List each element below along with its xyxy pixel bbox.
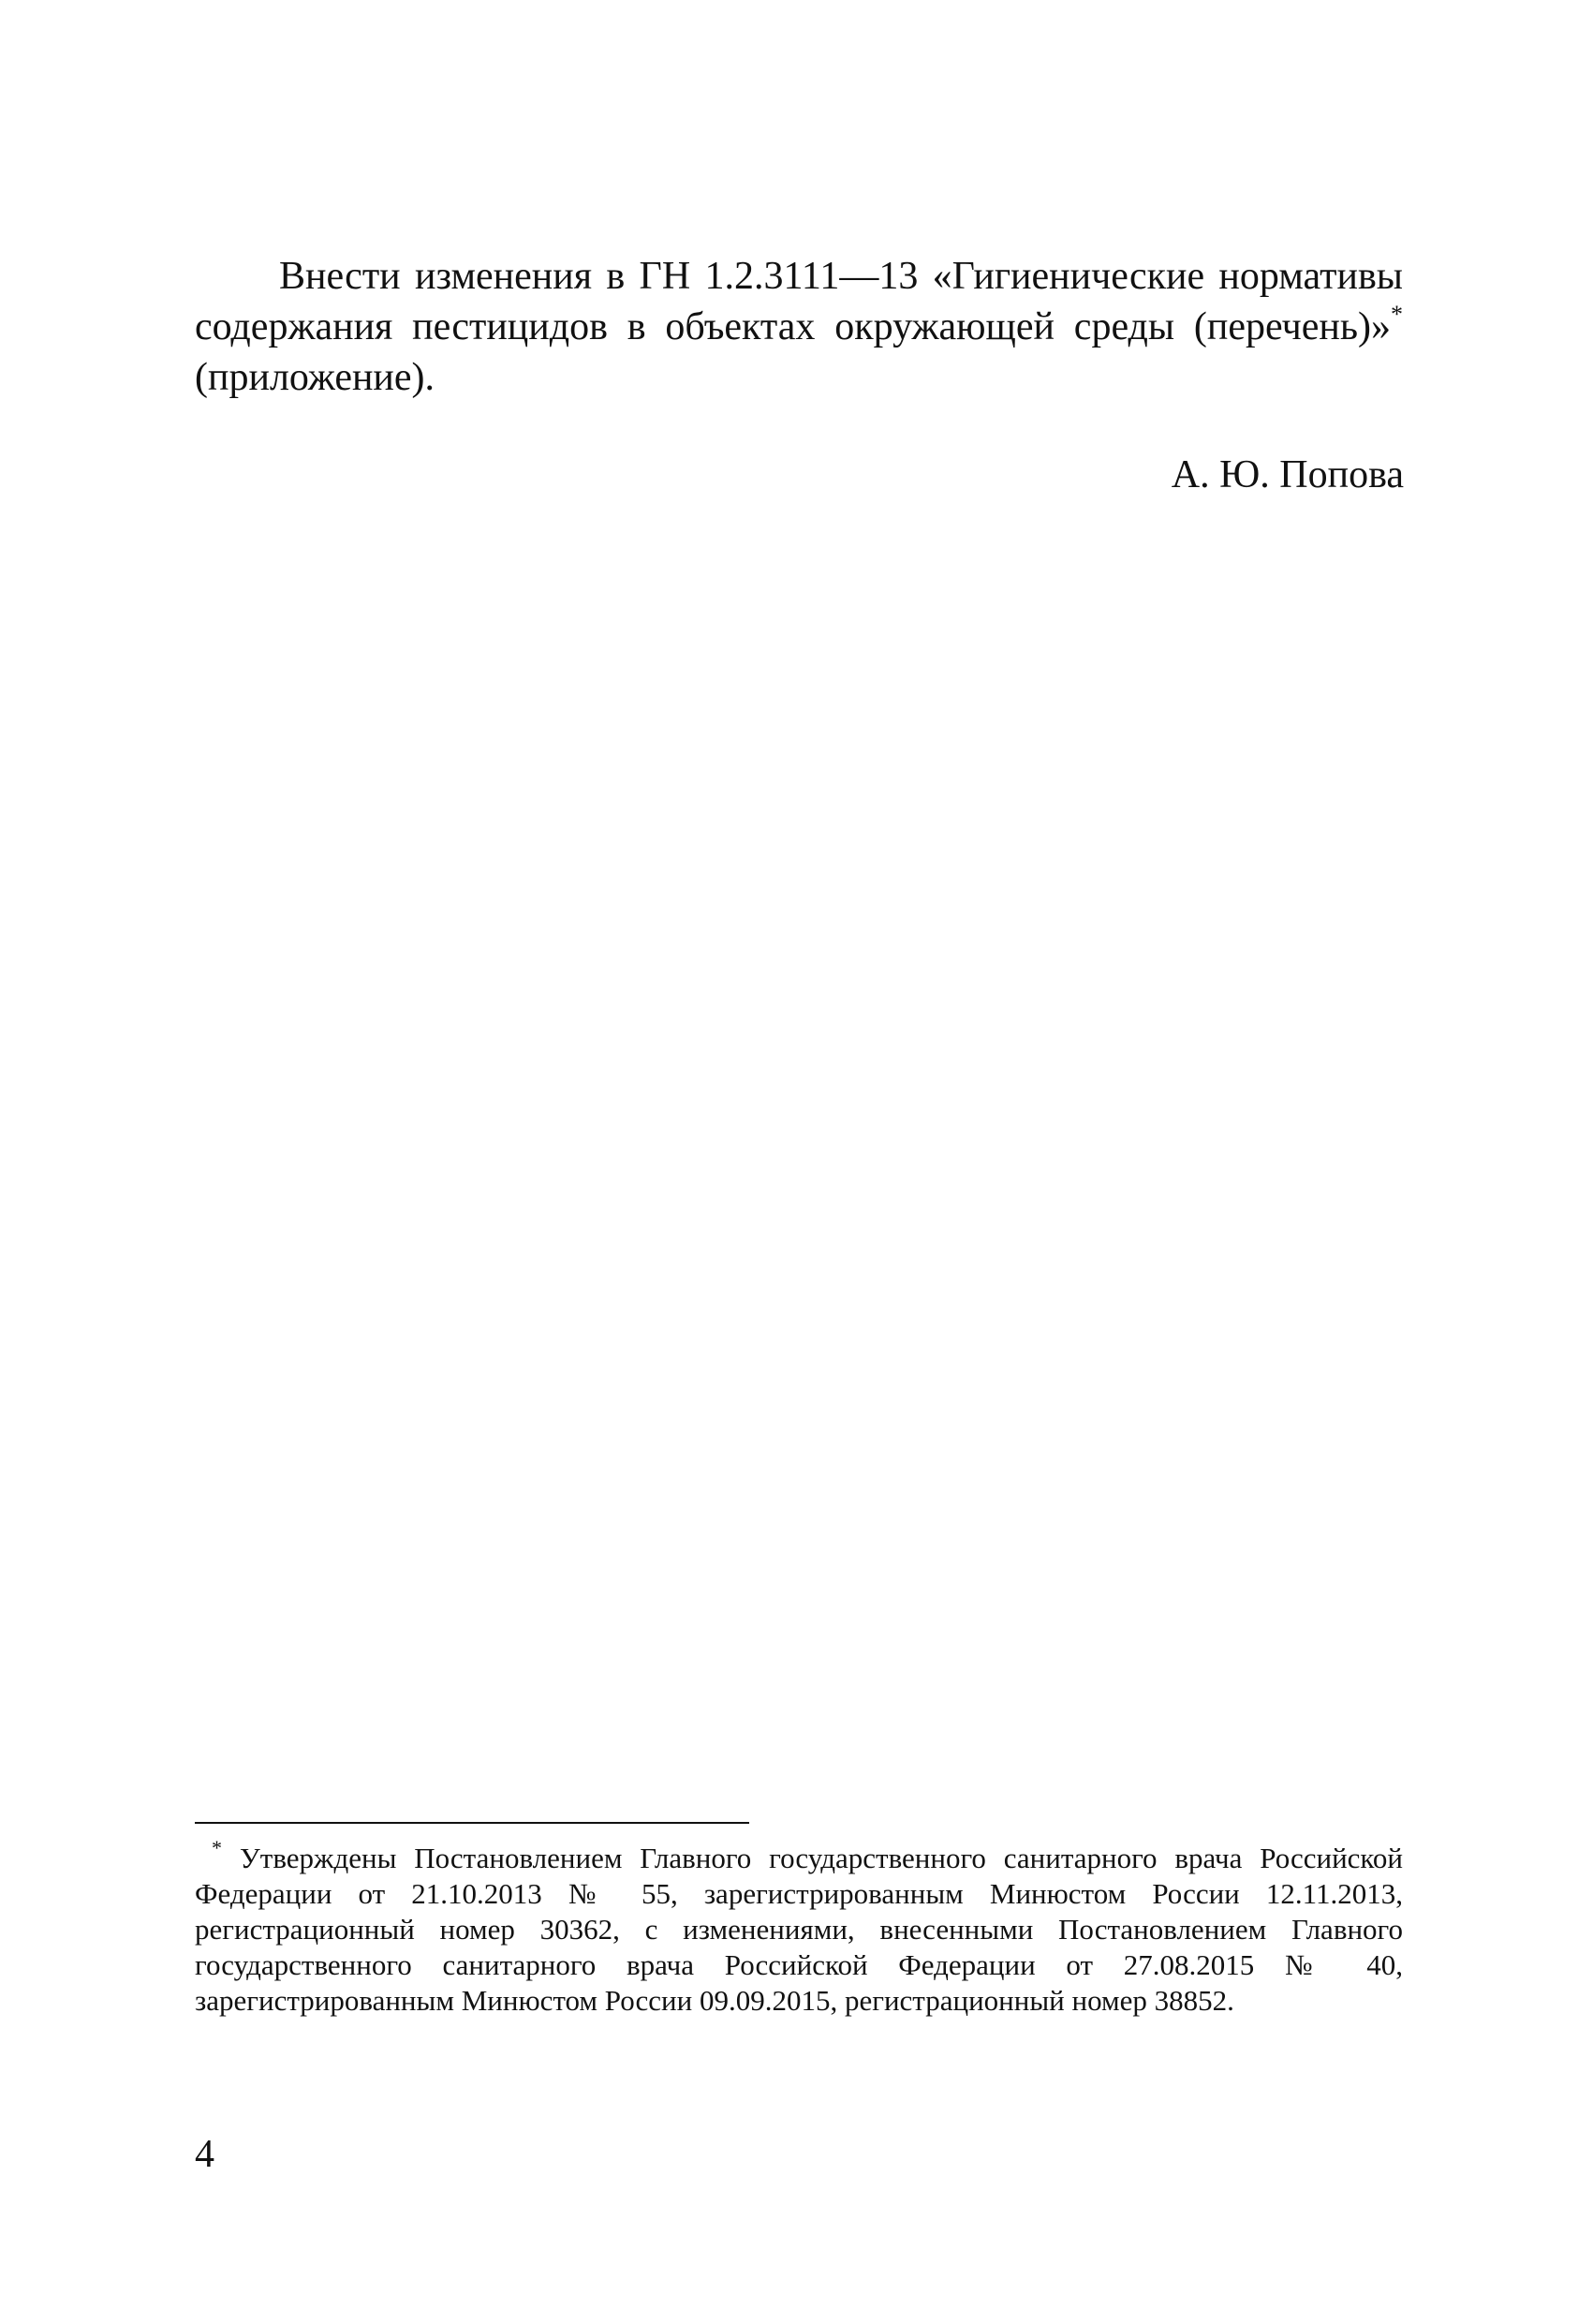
footnote-text: Утверждены Постановлением Главного государственного санитарного врача Российской Федерации от 21.10.2013 № 55, зарегистрированным Минюстом России 12.11.2013, регистрационный номер 30362, с изменениями, внесенными Постановлением Главного государственного санитарного врача Российской Федерации от 27.08.2015 № 40, зарегистрированным Минюстом России 09.09.2015, регистрационный номер 38852. bbox=[195, 1842, 1403, 2017]
footnote-reference-marker: * bbox=[1391, 301, 1403, 328]
main-paragraph bbox=[195, 251, 1403, 403]
page-number: 4 bbox=[195, 2133, 214, 2176]
main-paragraph-tail: (приложение). bbox=[195, 356, 435, 399]
footnote bbox=[195, 1836, 1403, 2019]
footnote-marker: * bbox=[212, 1836, 222, 1859]
main-paragraph-text: Внести изменения в ГН 1.2.3111—13 «Гигиенические нормативы содержания пестицидов в объектах окружающей среды (перечень)» bbox=[195, 255, 1403, 348]
footnote-separator bbox=[195, 1822, 749, 1824]
signature: А. Ю. Попова bbox=[1171, 453, 1404, 496]
